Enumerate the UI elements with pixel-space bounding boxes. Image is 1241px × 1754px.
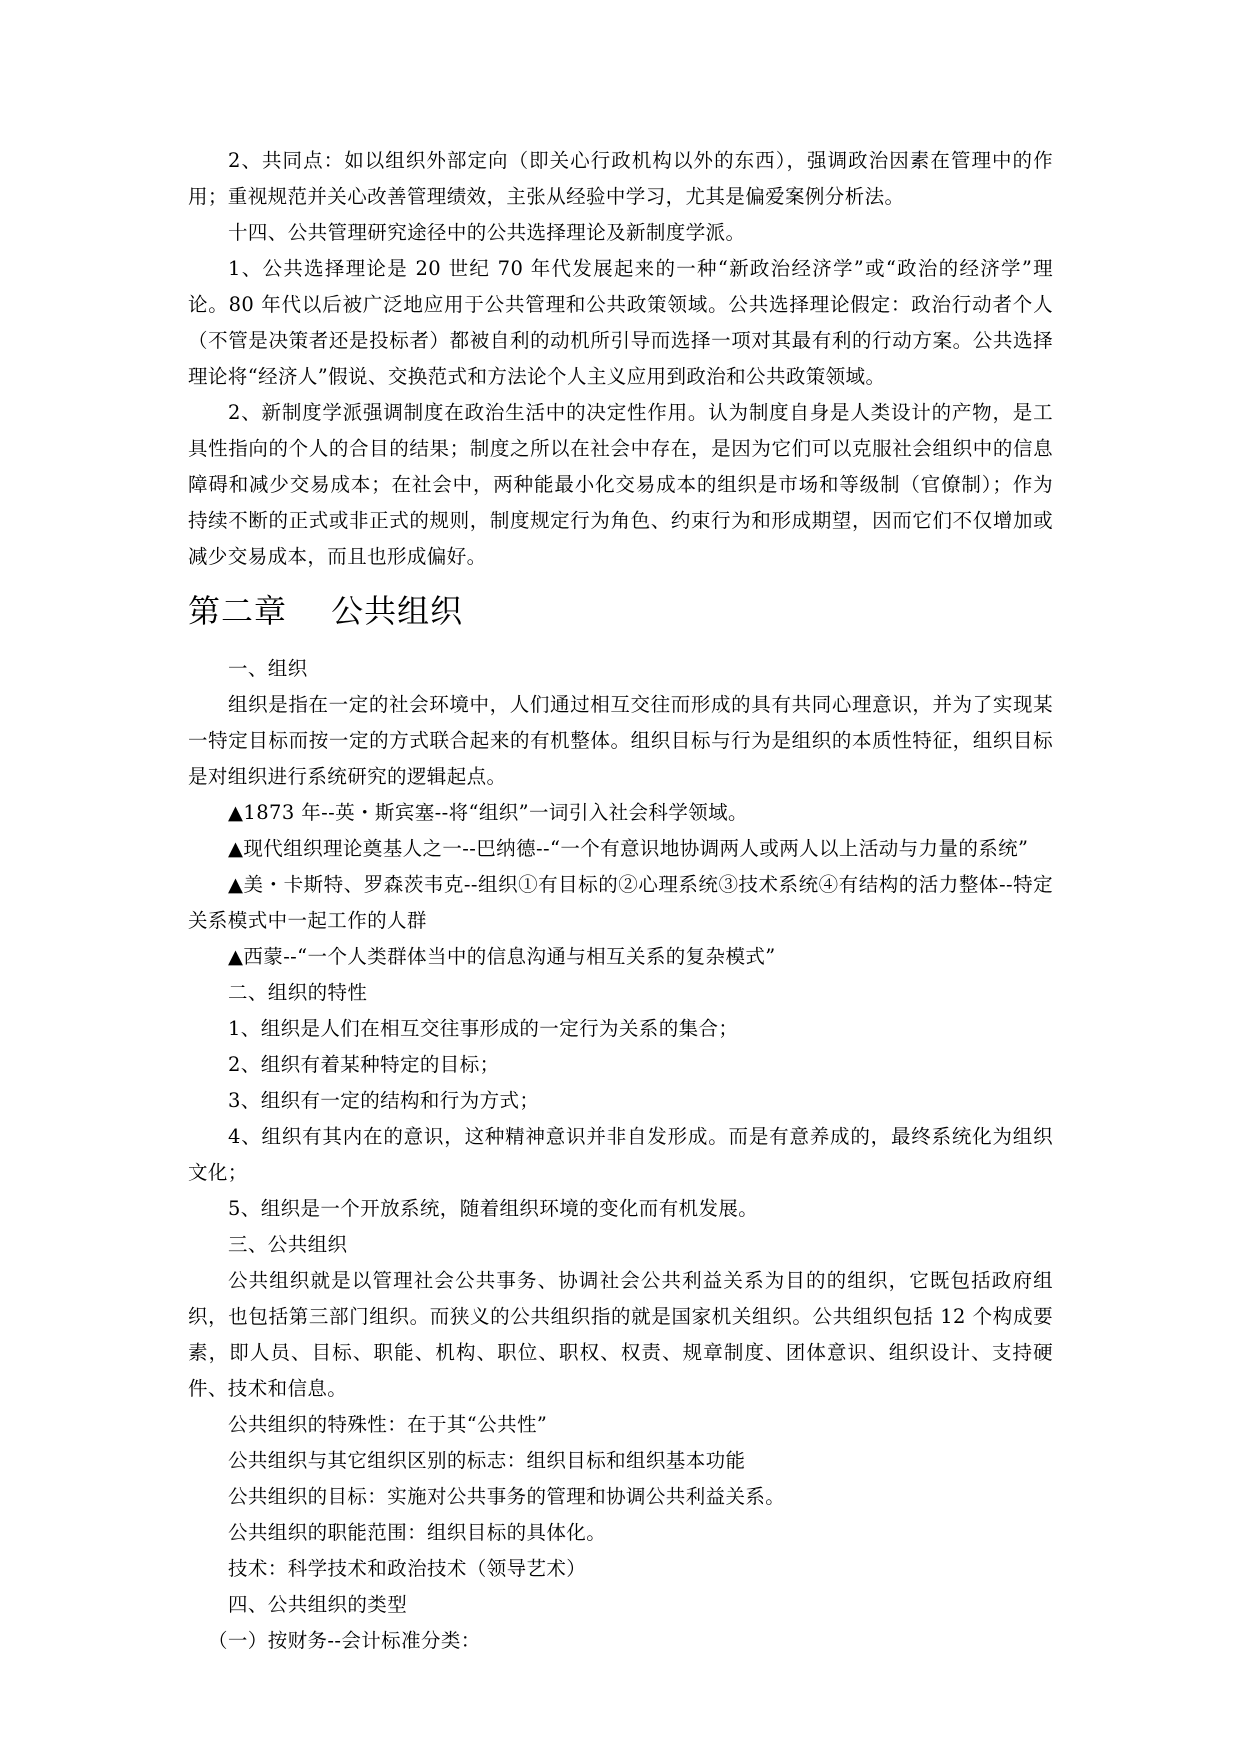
section-heading-types: 四、公共组织的类型 <box>228 1593 408 1616</box>
note-spencer: ▲1873 年--英・斯宾塞--将“组织”一词引入社会科学领域。 <box>228 801 748 824</box>
characteristic-item: 3、组织有一定的结构和行为方式； <box>228 1089 540 1112</box>
public-organization-fact: 公共组织的目标：实施对公共事务的管理和协调公共利益关系。 <box>228 1485 786 1508</box>
heading-fourteen: 十四、公共管理研究途径中的公共选择理论及新制度学派。 <box>228 221 746 244</box>
characteristic-item: 4、组织有其内在的意识，这种精神意识并非自发形成。而是有意养成的，最终系统化为组织文化； <box>188 1125 1053 1184</box>
characteristic-item: 5、组织是一个开放系统，随着组织环境的变化而有机发展。 <box>228 1197 759 1220</box>
public-organization-fact: 公共组织的职能范围：组织目标的具体化。 <box>228 1521 607 1544</box>
note-kast-rosenzweig: ▲美・卡斯特、罗森茨韦克--组织①有目标的②心理系统③技术系统④有结构的活力整体--特定关系模式中一起工作的人群 <box>188 873 1053 932</box>
characteristic-item: 2、组织有着某种特定的目标； <box>228 1053 500 1076</box>
organization-definition: 组织是指在一定的社会环境中，人们通过相互交往而形成的具有共同心理意识，并为了实现某一特定目标而按一定的方式联合起来的有机整体。组织目标与行为是组织的本质性特征，组织目标是对组织进行系统研究的逻辑起点。 <box>188 693 1053 788</box>
public-organization-fact: 公共组织与其它组织区别的标志：组织目标和组织基本功能 <box>228 1449 746 1472</box>
public-organization-definition: 公共组织就是以管理社会公共事务、协调社会公共利益关系为目的的组织，它既包括政府组织，也包括第三部门组织。而狭义的公共组织指的就是国家机关组织。公共组织包括 12 个构成要素，即人员、目标、职能、机构、职位、职权、权责、规章制度、团体意识、组织设计、支持硬件、技术和信息。 <box>188 1269 1053 1400</box>
section-heading-characteristics: 二、组织的特性 <box>228 981 368 1004</box>
paragraph-public-choice: 1、公共选择理论是 20 世纪 70 年代发展起来的一种“新政治经济学”或“政治的经济学”理论。80 年代以后被广泛地应用于公共管理和公共政策领域。公共选择理论假定：政治行动者个人（不管是决策者还是投标者）都被自利的动机所引导而选择一项对其最有利的行动方案。公共选择理论将“经济人”假说、交换范式和方法论个人主义应用到政治和公共政策领域。 <box>188 257 1053 388</box>
section-heading-public-organization: 三、公共组织 <box>228 1233 348 1256</box>
public-organization-fact: 技术：科学技术和政治技术（领导艺术） <box>228 1557 587 1580</box>
note-simon: ▲西蒙--“一个人类群体当中的信息沟通与相互关系的复杂模式” <box>228 945 776 968</box>
document-body <box>188 143 1053 1659</box>
characteristic-item: 1、组织是人们在相互交往事形成的一定行为关系的集合； <box>228 1017 739 1040</box>
sub-heading-finance: （一）按财务--会计标准分类： <box>208 1629 481 1652</box>
paragraph-common-points: 2、共同点：如以组织外部定向（即关心行政机构以外的东西），强调政治因素在管理中的作用；重视规范并关心改善管理绩效，主张从经验中学习，尤其是偏爱案例分析法。 <box>188 149 1053 208</box>
paragraph-new-institutionalism: 2、新制度学派强调制度在政治生活中的决定性作用。认为制度自身是人类设计的产物，是工具性指向的个人的合目的结果；制度之所以在社会中存在，是因为它们可以克服社会组织中的信息障碍和减少交易成本；在社会中，两种能最小化交易成本的组织是市场和等级制（官僚制）；作为持续不断的正式或非正式的规则，制度规定行为角色、约束行为和形成期望，因而它们不仅增加或减少交易成本，而且也形成偏好。 <box>188 401 1053 568</box>
section-heading-organization: 一、组织 <box>228 657 308 680</box>
note-barnard: ▲现代组织理论奠基人之一--巴纳德--“一个有意识地协调两人或两人以上活动与力量的系统” <box>228 837 1029 860</box>
chapter-title: 第二章 公共组织 <box>188 592 464 630</box>
public-organization-fact: 公共组织的特殊性：在于其“公共性” <box>228 1413 548 1436</box>
